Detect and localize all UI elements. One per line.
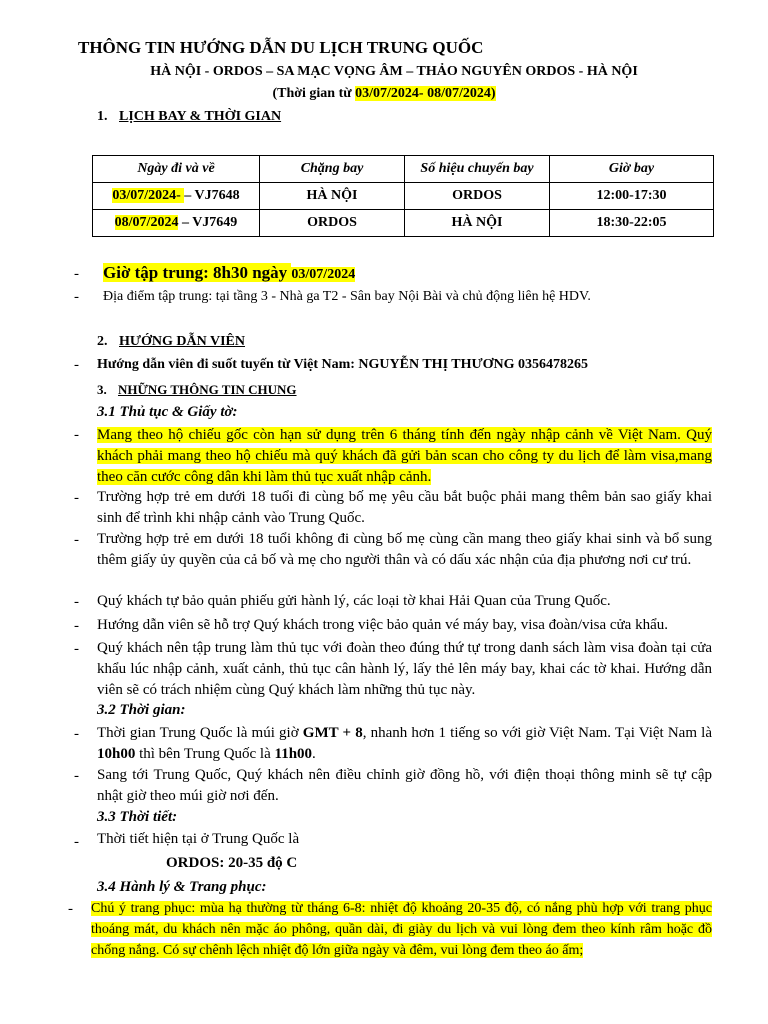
list-item: Hướng dẫn viên sẽ hỗ trợ Quý khách trong việc bảo quản vé máy bay, visa đoàn/visa cửa khẩu. — [97, 617, 668, 633]
subsection-3-2-title: 3.2 Thời gian: — [97, 702, 186, 718]
list-item: Quý khách nên tập trung làm thủ tục với đoàn theo đúng thứ tự trong danh sách làm visa đoàn tại cửa khẩu lúc nhập cảnh, xuất cảnh, thủ tục cân hành lý, lấy thẻ lên máy bay, khai các tờ khai. Hướng dẫn viên sẽ có trách nhiệm cùng Quý khách làm những thủ tục này. — [97, 640, 712, 698]
table-header-cell: Chặng bay — [260, 156, 405, 183]
bullet-dash: - — [74, 768, 79, 784]
flight-table — [92, 155, 714, 237]
table-cell-date: 03/07/2024- – VJ7648 — [93, 183, 260, 210]
route-subtitle: HÀ NỘI - ORDOS – SA MẠC VỌNG ÂM – THẢO NGUYÊN ORDOS - HÀ NỘI — [150, 64, 638, 79]
list-item: Mang theo hộ chiếu gốc còn hạn sử dụng trên 6 tháng tính đến ngày nhập cảnh về Việt Nam. Quý khách phải mang theo hộ chiếu mà quý khách đã gửi bản scan cho công ty du lịch để làm visa,mang theo căn cước công dân khi làm thủ tục xuất nhập cảnh. — [97, 427, 712, 485]
list-item: Quý khách tự bảo quản phiếu gửi hành lý, các loại tờ khai Hải Quan của Trung Quốc. — [97, 593, 611, 609]
table-header-cell: Số hiệu chuyến bay — [405, 156, 550, 183]
table-cell-from: ORDOS — [260, 210, 405, 237]
ordos-temperature: ORDOS: 20-35 độ C — [166, 855, 298, 871]
table-cell-time: 12:00-17:30 — [550, 183, 714, 210]
table-header-row — [93, 156, 714, 183]
section-2-heading: 2. HƯỚNG DẪN VIÊN — [97, 334, 246, 349]
list-item: Thời gian Trung Quốc là múi giờ GMT + 8, nhanh hơn 1 tiếng so với giờ Việt Nam. Tại Việt Nam là 10h00 thì bên Trung Quốc là 11h00. — [97, 725, 712, 762]
section-3-heading: 3. NHỮNG THÔNG TIN CHUNG — [97, 382, 297, 397]
bullet-dash: - — [74, 618, 79, 634]
bullet-dash: - — [74, 834, 79, 850]
weather-text: Thời tiết hiện tại ở Trung Quốc là — [97, 831, 300, 847]
bullet-dash: - — [74, 594, 79, 610]
table-header-cell: Giờ bay — [550, 156, 714, 183]
table-cell-to: ORDOS — [405, 183, 550, 210]
bullet-dash: - — [74, 289, 79, 305]
travel-dates: (Thời gian từ 03/07/2024- 08/07/2024) — [272, 86, 496, 101]
table-header-cell: Ngày đi và về — [93, 156, 260, 183]
subsection-3-3-title: 3.3 Thời tiết: — [97, 809, 178, 825]
list-item: Trường hợp trẻ em dưới 18 tuổi không đi cùng bố mẹ cùng cần mang theo giấy khai sinh và bổ sung thêm giấy ủy quyền của cả bố và mẹ cho người thân và có dấu xác nhận của địa phương nơi cư trú. — [97, 531, 712, 568]
list-item: Chú ý trang phục: mùa hạ thường từ tháng 6-8: nhiệt độ khoảng 20-35 độ, có nắng phù hợp với trang phục thoáng mát, du khách nên mặc áo phông, quần dài, đi giày du lịch và vui lòng đem theo kính râm hoặc đồ chống nắng. Có sự chênh lệch nhiệt độ lớn giữa ngày và đêm, vui lòng đem theo áo ấm; — [91, 901, 712, 958]
bullet-dash: - — [74, 641, 79, 657]
guide-info: Hướng dẫn viên đi suốt tuyến từ Việt Nam: NGUYỄN THỊ THƯƠNG 0356478265 — [97, 357, 589, 372]
table-cell-from: HÀ NỘI — [260, 183, 405, 210]
meeting-place: Địa điểm tập trung: tại tầng 3 - Nhà ga T2 - Sân bay Nội Bài và chủ động liên hệ HDV. — [103, 289, 591, 304]
table-cell-time: 18:30-22:05 — [550, 210, 714, 237]
list-item: Sang tới Trung Quốc, Quý khách nên điều chỉnh giờ đồng hồ, với điện thoại thông minh sẽ tự cập nhật giờ theo múi giờ nơi đến. — [97, 767, 712, 804]
bullet-dash: - — [74, 427, 79, 443]
table-cell-date: 08/07/2024 – VJ7649 — [93, 210, 260, 237]
bullet-dash: - — [74, 490, 79, 506]
subsection-3-1-title: 3.1 Thủ tục & Giấy tờ: — [97, 404, 238, 420]
table-cell-to: HÀ NỘI — [405, 210, 550, 237]
bullet-dash: - — [74, 726, 79, 742]
bullet-dash: - — [74, 532, 79, 548]
bullet-dash: - — [68, 901, 73, 917]
section-1-heading: 1. LỊCH BAY & THỜI GIAN — [97, 109, 282, 124]
bullet-dash: - — [74, 266, 79, 282]
bullet-dash: - — [74, 357, 79, 373]
table-row — [93, 210, 714, 237]
meeting-time: Giờ tập trung: 8h30 ngày 03/07/2024 — [103, 263, 356, 282]
table-row — [93, 183, 714, 210]
list-item: Trường hợp trẻ em dưới 18 tuổi đi cùng bố mẹ yêu cầu bắt buộc phải mang thêm bản sao giấy khai sinh để trình khi nhập cảnh vào Trung Quốc. — [97, 489, 712, 526]
subsection-3-4-title: 3.4 Hành lý & Trang phục: — [97, 879, 267, 895]
